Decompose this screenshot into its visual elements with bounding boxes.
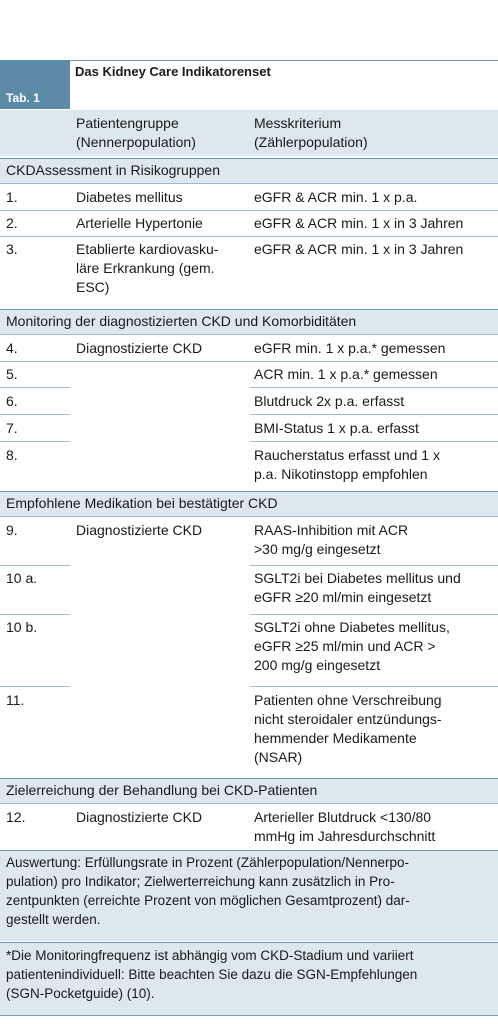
- column-header-criterion: Messkriterium (Zählerpopulation): [254, 115, 368, 150]
- table-row: 1. Diabetes mellitus eGFR & ACR min. 1 x p.a.: [6, 189, 418, 205]
- column-header-patient: Patientengruppe (Nennerpopulation): [76, 115, 196, 150]
- table-row: 10 a. SGLT2i bei Diabetes mellitus und eGFR ≥20 ml/min eingesetzt: [6, 570, 461, 605]
- row-divider: [0, 441, 70, 442]
- table-row: 8. Raucherstatus erfasst und 1 x p.a. Nikotinstopp empfohlen: [6, 447, 440, 482]
- table-label: [0, 60, 70, 109]
- table-label-text: Tab. 1: [6, 91, 40, 105]
- row-divider: [250, 686, 498, 687]
- row-divider: [0, 686, 70, 687]
- title-rule: [70, 60, 498, 61]
- table-row: 5. ACR min. 1 x p.a.* gemessen: [6, 366, 438, 382]
- section-header-target: Zielerreichung der Behandlung bei CKD-Patienten: [0, 778, 498, 803]
- table-title: Das Kidney Care Indikatorenset: [75, 64, 271, 79]
- table-row: 11. Patienten ohne Verschreibung nicht steroidaler entzündungs- hemmender Medikamente (NSAR): [6, 692, 442, 765]
- row-divider: [250, 414, 498, 415]
- table-row: 2. Arterielle Hypertonie eGFR & ACR min. 1 x in 3 Jahren: [6, 215, 464, 231]
- section-header-medication: Empfohlene Medikation bei bestätigter CKD: [0, 491, 498, 516]
- table-row: 7. BMI-Status 1 x p.a. erfasst: [6, 420, 419, 436]
- row-divider: [0, 803, 498, 804]
- row-divider: [250, 387, 498, 388]
- row-divider: [0, 183, 498, 184]
- row-divider: [0, 414, 70, 415]
- table-row: 4. Diagnostizierte CKD eGFR min. 1 x p.a.* gemessen: [6, 340, 446, 356]
- column-header: [0, 110, 498, 156]
- footnote: *Die Monitoringfrequenz ist abhängig vom CKD-Stadium und variiert patientenindividuell: Bitte beachten Sie dazu die SGN-Empfehlungen (SGN-Pocketguide) (10).: [6, 948, 418, 1001]
- section-header-monitoring: Monitoring der diagnostizierten CKD und Komorbiditäten: [0, 309, 498, 334]
- table-row: 9. Diagnostizierte CKD RAAS-Inhibition mit ACR >30 mg/g eingesetzt: [6, 522, 409, 557]
- table-row: 10 b. SGLT2i ohne Diabetes mellitus, eGFR ≥25 ml/min und ACR > 200 mg/g eingesetzt: [6, 619, 450, 673]
- table-row: 3. Etablierte kardiovasku- läre Erkrankung (gem. ESC) eGFR & ACR min. 1 x in 3 Jahren: [6, 241, 464, 295]
- table-row: 6. Blutdruck 2x p.a. erfasst: [6, 393, 405, 409]
- row-divider: [0, 387, 70, 388]
- row-divider: [0, 334, 498, 335]
- table-row: 12. Diagnostizierte CKD Arterieller Blutdruck <130/80 mmHg im Jahresdurchschnitt: [6, 809, 436, 844]
- section-header-assessment: CKDAssessment in Risikogruppen: [0, 158, 498, 183]
- evaluation-note: Auswertung: Erfüllungsrate in Prozent (Zählerpopulation/Nennerpo- pulation) pro Indikator; Zielwerterreichung kann zusätzlich in Pro- zentpunkten (erreichte Prozent von möglichen Gesamtprozent) dar- gestellt werden.: [6, 855, 410, 927]
- row-divider: [0, 516, 498, 517]
- row-divider: [250, 441, 498, 442]
